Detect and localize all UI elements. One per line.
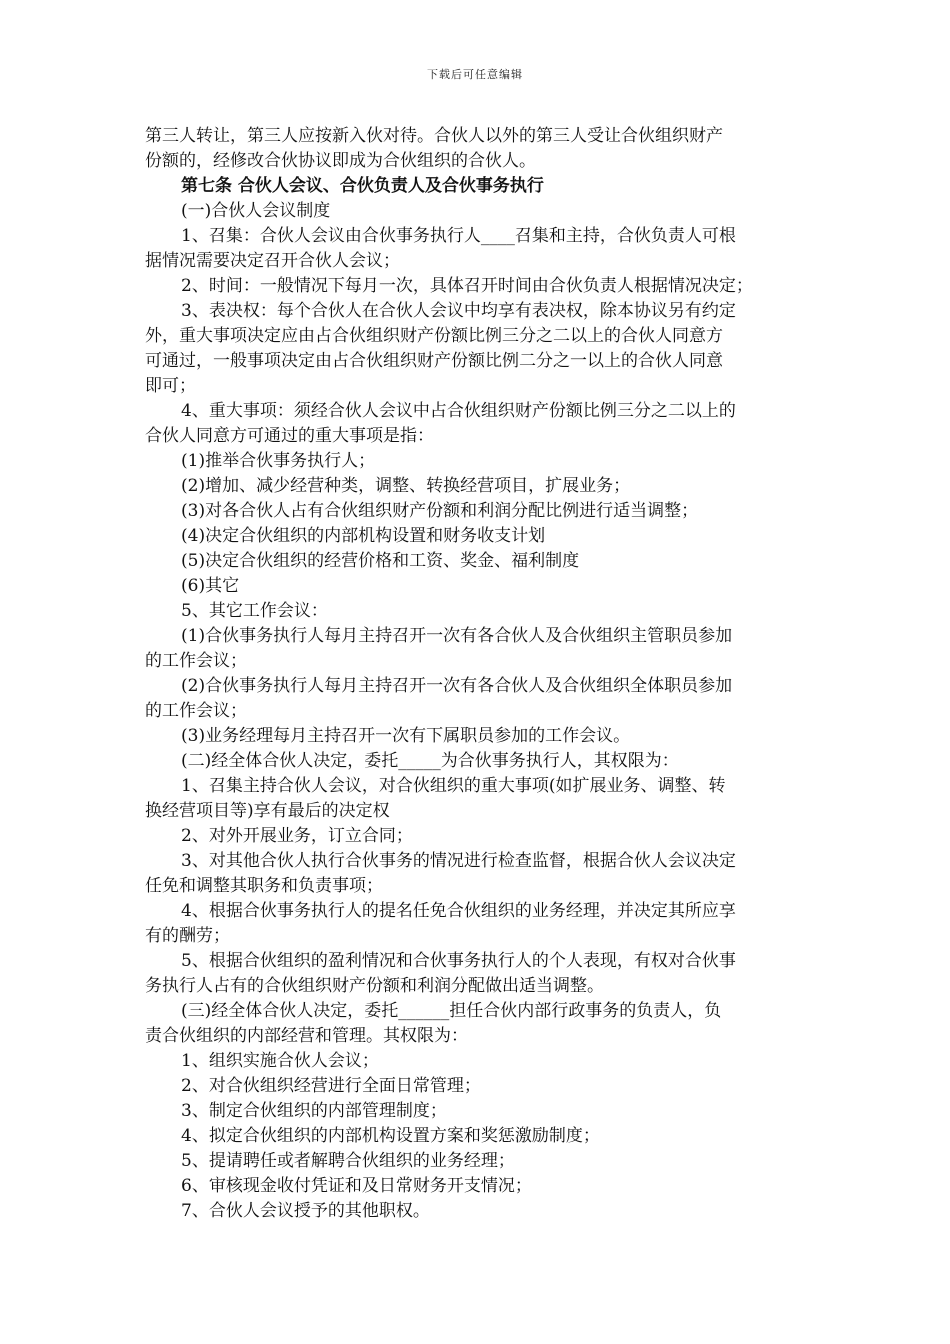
text-line: 6、审核现金收付凭证和及日常财务开支情况；: [181, 1176, 532, 1196]
text-line: 1、组织实施合伙人会议；: [181, 1051, 379, 1071]
text-line: (3)业务经理每月主持召开一次有下属职员参加的工作会议。: [181, 726, 631, 746]
text-line: 合伙人同意方可通过的重大事项是指：: [145, 426, 434, 446]
text-line: 5、提请聘任或者解聘合伙组织的业务经理；: [181, 1151, 515, 1171]
text-line: 3、制定合伙组织的内部管理制度；: [181, 1101, 447, 1121]
text-line: 即可；: [145, 376, 196, 396]
document-body: [145, 124, 813, 1224]
text-line: 2、对合伙组织经营进行全面日常管理；: [181, 1076, 481, 1096]
text-line: 第三人转让，第三人应按新入伙对待。合伙人以外的第三人受让合伙组织财产: [145, 126, 723, 146]
text-line: 的工作会议；: [145, 651, 247, 671]
text-line: 务执行人占有的合伙组织财产份额和利润分配做出适当调整。: [145, 976, 604, 996]
text-line: 责合伙组织的内部经营和管理。其权限为：: [145, 1026, 468, 1046]
text-line: (一)合伙人会议制度: [181, 201, 331, 221]
text-line: 4、根据合伙事务执行人的提名任免合伙组织的业务经理，并决定其所应享: [181, 901, 736, 921]
text-line: (1)推举合伙事务执行人；: [181, 451, 376, 471]
text-line: 2、时间：一般情况下每月一次，具体召开时间由合伙负责人根据情况决定；: [181, 276, 753, 296]
text-line: 4、拟定合伙组织的内部机构设置方案和奖惩激励制度；: [181, 1126, 600, 1146]
text-line: (4)决定合伙组织的内部机构设置和财务收支计划: [181, 526, 546, 546]
text-line: 份额的，经修改合伙协议即成为合伙组织的合伙人。: [145, 151, 536, 171]
text-line: 7、合伙人会议授予的其他职权。: [181, 1201, 430, 1221]
text-line: 3、对其他合伙人执行合伙事务的情况进行检查监督，根据合伙人会议决定: [181, 851, 736, 871]
text-line: 5、根据合伙组织的盈利情况和合伙事务执行人的个人表现，有权对合伙事: [181, 951, 736, 971]
text-line: (二)经全体合伙人决定，委托_____为合伙事务执行人，其权限为：: [181, 751, 679, 771]
text-line: 任免和调整其职务和负责事项；: [145, 876, 383, 896]
text-line: (3)对各合伙人占有合伙组织财产份额和利润分配比例进行适当调整；: [181, 501, 699, 521]
text-line: (2)增加、减少经营种类，调整、转换经营项目，扩展业务；: [181, 476, 631, 496]
text-line: 1、召集主持合伙人会议，对合伙组织的重大事项(如扩展业务、调整、转: [181, 776, 726, 796]
page-header: 下载后可任意编辑: [427, 68, 523, 81]
text-line: (5)决定合伙组织的经营价格和工资、奖金、福利制度: [181, 551, 580, 571]
text-line: (三)经全体合伙人决定，委托______担任合伙内部行政事务的负责人，负: [181, 1001, 722, 1021]
text-line: (2)合伙事务执行人每月主持召开一次有各合伙人及合伙组织全体职员参加: [181, 676, 733, 696]
text-line: (6)其它: [181, 576, 240, 596]
section-heading: 第七条 合伙人会议、合伙负责人及合伙事务执行: [181, 176, 544, 196]
text-line: 1、召集：合伙人会议由合伙事务执行人____召集和主持，合伙负责人可根: [181, 226, 736, 246]
text-line: 可通过，一般事项决定由占合伙组织财产份额比例二分之一以上的合伙人同意: [145, 351, 723, 371]
text-line: 5、其它工作会议：: [181, 601, 328, 621]
text-line: 有的酬劳；: [145, 926, 230, 946]
text-line: 换经营项目等)享有最后的决定权: [145, 801, 390, 821]
text-line: 4、重大事项：须经合伙人会议中占合伙组织财产份额比例三分之二以上的: [181, 401, 736, 421]
text-line: 据情况需要决定召开合伙人会议；: [145, 251, 400, 271]
text-line: (1)合伙事务执行人每月主持召开一次有各合伙人及合伙组织主管职员参加: [181, 626, 733, 646]
text-line: 3、表决权：每个合伙人在合伙人会议中均享有表决权，除本协议另有约定: [181, 301, 736, 321]
text-line: 的工作会议；: [145, 701, 247, 721]
text-line: 外，重大事项决定应由占合伙组织财产份额比例三分之二以上的合伙人同意方: [145, 326, 723, 346]
text-line: 2、对外开展业务，订立合同；: [181, 826, 413, 846]
